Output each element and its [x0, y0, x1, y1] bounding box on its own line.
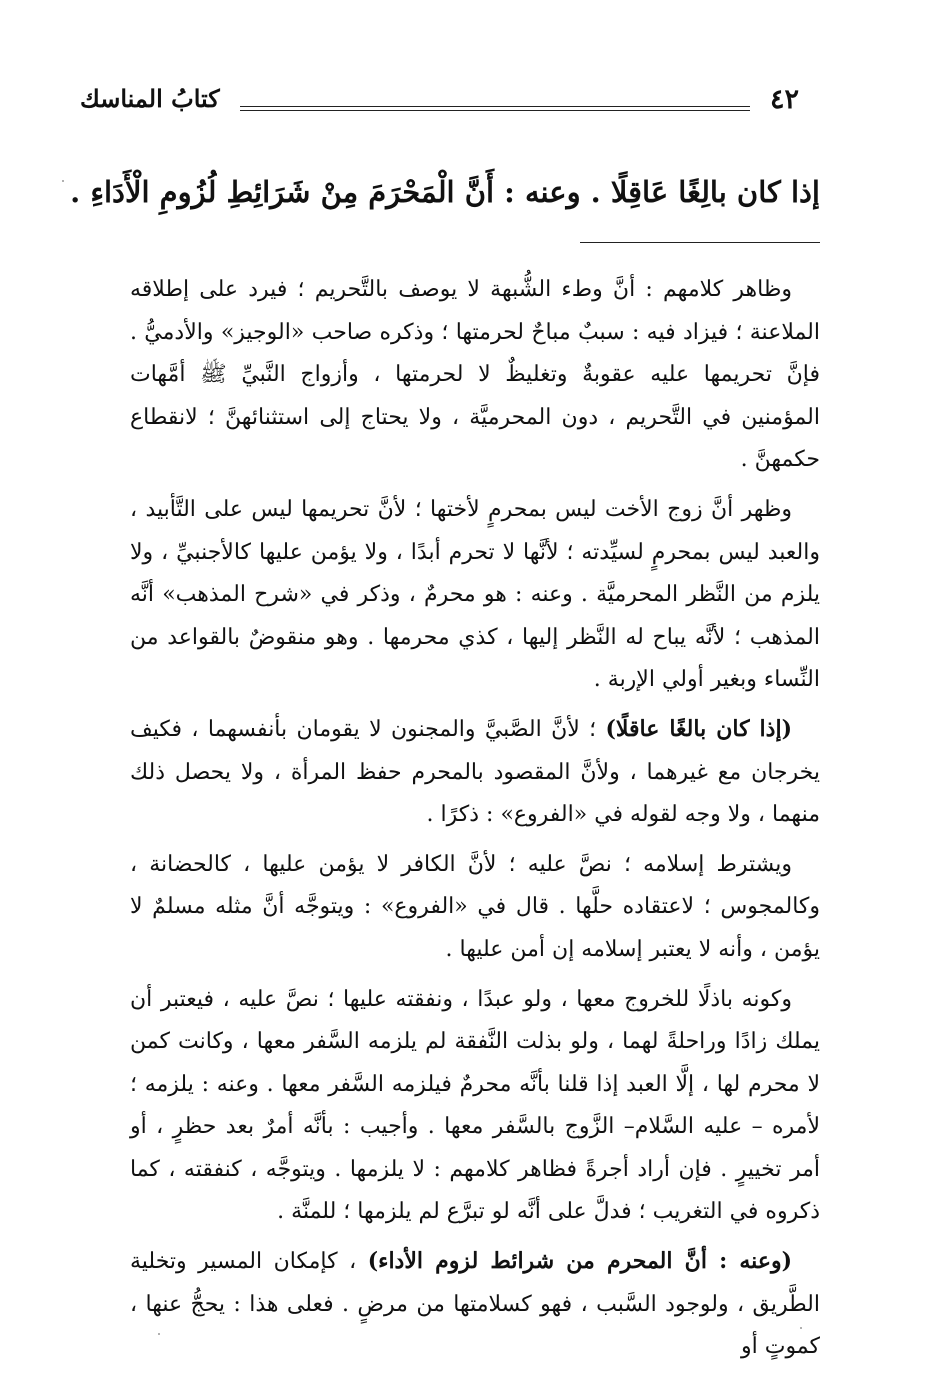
paragraph-lead: (إذا كان بالغًا عاقلًا): [605, 715, 792, 742]
paragraph-text: ويشترط إسلامه ؛ نصَّ عليه ؛ لأنَّ الكافر لا يؤمن عليها ، كالحضانة ، وكالمجوس ؛ لاعتقاده حلَّها . قال في «الفروع» : ويتوجَّه أنَّ مثله مسلمٌ لا يؤمن ، وأنه لا يعتبر إسلامه إن أمن عليها .: [130, 851, 820, 962]
paragraph: [130, 978, 820, 1235]
paragraph: [130, 268, 820, 482]
paragraph-text: ؛ لأنَّ الصَّبيَّ والمجنون لا يقومان بأنفسهما ، فكيف يخرجان مع غيرهما ، ولأنَّ المقصود بالمحرم حفظ المرأة ، ولا يحصل ذلك منهما ، ولا وجه لقوله في «الفروع» : ذكرًا .: [130, 716, 820, 828]
commentary-body: [130, 268, 820, 1375]
matn-text: إذا كان بالِغًا عَاقِلًا . وعنه : أَنَّ الْمَحْرَمَ مِنْ شَرَائِطِ لُزُومِ الْأَدَاءِ .: [70, 175, 820, 209]
scan-speck: [158, 1333, 160, 1335]
page-header: [70, 84, 860, 124]
scan-speck: [62, 180, 64, 182]
paragraph-text: ، كإمكان المسير وتخلية الطَّريق ، ولوجود السَّبب ، فهو كسلامتها من مرضٍ . فعلى هذا : يحجُّ عنها ، كموتٍ أو: [130, 1249, 820, 1360]
paragraph: [130, 488, 820, 702]
scan-speck: [800, 1327, 802, 1329]
paragraph-text: وكونه باذلًا للخروج معها ، ولو عبدًا ، ونفقته عليها ؛ نصَّ عليه ، فيعتبر أن يملك زادًا وراحلةً لهما ، ولو بذلت النَّفقة لم يلزمه السَّفر معها ، وكانت كمن لا محرم لها ، إلَّا العبد إذا قلنا بأنَّه محرمٌ فيلزمه السَّفر معها . وعنه : يلزمه ؛ لأمره – عليه السَّلام– الزَّوج بالسَّفر معها . وأجيب : بأنَّه أمرٌ بعد حظرٍ ، أو أمر تخييرٍ . فإن أراد أجرةً فظاهر كلامهم : لا يلزمها . ويتوجَّه ، كنفقته ، كما ذكروه في التغريب ؛ فدلَّ على أنَّه لو تبرَّع لم يلزمها ؛ للمنَّة .: [130, 986, 820, 1225]
running-title: كتابُ المناسك: [80, 84, 220, 113]
page-number: ٤٢: [770, 84, 800, 115]
paragraph: [130, 843, 820, 972]
paragraph-lead: (وعنه : أنَّ المحرم من شرائط لزوم الأداء): [367, 1248, 792, 1275]
footnote-divider: [580, 242, 820, 243]
paragraph: [130, 1240, 820, 1369]
paragraph-text: وظهر أنَّ زوج الأخت ليس بمحرمٍ لأختها ؛ لأنَّ تحريمها ليس على التَّأبيد ، والعبد ليس بمحرمٍ لسيِّدته ؛ لأنَّها لا تحرم أبدًا ، ولا يؤمن عليها كالأجنبيِّ ، ولا يلزم من النَّظر المحرميَّة . وعنه : هو محرمٌ ، وذكر في «شرح المذهب» أنَّه المذهب ؛ لأنَّه يباح له النَّظر إليها ، كذي محرمها . وهو منقوضٌ بالقواعد من النِّساء وبغير أولي الإربة .: [130, 496, 820, 693]
paragraph: [130, 708, 820, 837]
paragraph-text: وظاهر كلامهم : أنَّ وطء الشُّبهة لا يوصف بالتَّحريم ؛ فيرد على إطلاقه الملاعنة ؛ فيزاد فيه : سببٌ مباحٌ لحرمتها ؛ وذكره صاحب «الوجيز» والأدميُّ . فإنَّ تحريمها عليه عقوبةٌ وتغليظٌ لا لحرمتها ، وأزواج النَّبيِّ ﷺ أمَّهات المؤمنين في التَّحريم ، دون المحرميَّة ، ولا يحتاج إلى استثنائهنَّ ؛ لانقطاع حكمهنَّ .: [130, 277, 820, 473]
header-rule: [240, 106, 750, 107]
